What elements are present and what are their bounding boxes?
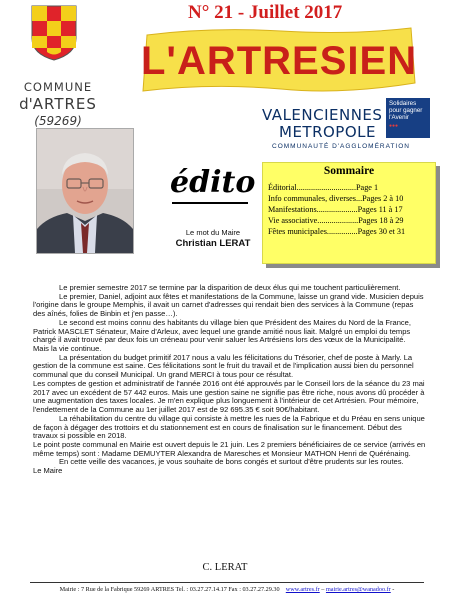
- commune-town-name: ARTRES: [32, 95, 97, 113]
- commune-town: [8, 95, 108, 113]
- sommaire-item: Fêtes municipales...............Pages 30 et 31: [268, 226, 406, 236]
- body-paragraph: Le premier semestre 2017 se termine par la disparition de deux élus qui me touchent particulièrement.: [59, 283, 401, 292]
- mayor-intro: Le mot du Maire: [185, 228, 241, 237]
- footer: [30, 586, 424, 593]
- mayor-photo: [36, 128, 134, 254]
- footer-trailer: -: [390, 586, 395, 593]
- sommaire-list: [268, 183, 434, 238]
- signature: C. LERAT: [202, 562, 248, 573]
- body-paragraph: En cette veille des vacances, je vous souhaite de bons congés et surtout d'être prudents sur les routes.: [59, 457, 404, 467]
- sommaire-item: Info communales, diverses...Pages 2 à 10: [268, 193, 404, 203]
- footer-divider: [30, 582, 424, 583]
- partner-tagline: [389, 100, 429, 130]
- body-paragraph: Les comptes de gestion et administratif de l'année 2016 ont été approuvés par le Conseil lors de la séance du 23 mai 2017 avec un excédent de 57 442 euros. Mais une gestion saine ne signifie pas être riche, nous avons dû procéder à une augmentation des taxes locales. Je m'en explique plus longuement à l'intérieur de cet Artrésien. Pour mémoire, l'endettement de la Commune au 1er juillet 2017 est de 92 695.35 € soit 90€/habitant.: [33, 378, 425, 415]
- body-paragraph: Le second est moins connu des habitants du village bien que Président des Maires du Nord de la France, Patrick MASCLET Sénateur, Maire d'Arleux, avec lequel une grande amitié nous liait. Malgré un emploi du temps chargé il avait trouvé par deux fois un créneau pour venir saluer les Artrésiens lors des vœux de la Municipalité.: [33, 317, 411, 345]
- body-paragraph: La réhabilitation du centre du village qui consiste à mettre les rues de la Fabrique et du Préau en sens unique de façon à dégager des trottoirs et du stationnement est en cours de finalisation sur le financement. Début des travaux si possible en 2018.: [33, 413, 425, 441]
- edito-underline: [172, 202, 248, 204]
- body-paragraph: Le point poste communal en Mairie est ouvert depuis le 21 juin. Les 2 premiers bénéficiaires de ce service (arrivés en même temps) sont : Madame DEMUYTER Alexandra de Maresches et Monsieur MATHON Henri de Quérénaing.: [33, 439, 426, 458]
- partner-tagline-text: Solidaires pour gagner l'Avenir: [389, 100, 423, 121]
- edito-body: [33, 284, 426, 476]
- partner-subtitle: COMMUNAUTÉ D'AGGLOMÉRATION: [272, 143, 410, 150]
- footer-address: Mairie : 7 Rue de la Fabrique 59269 ARTRES Tel. : 03.27.27.14.17 Fax : 03.27.27.29.30: [59, 586, 280, 593]
- partner-dots: ●●●: [389, 123, 399, 129]
- commune-name: [8, 80, 108, 128]
- edito-heading: édito: [170, 165, 256, 200]
- body-paragraph: Le Maire: [33, 466, 63, 476]
- sommaire-title: Sommaire: [323, 165, 375, 177]
- commune-label: COMMUNE: [23, 80, 93, 94]
- body-paragraph: Le premier, Daniel, adjoint aux fêtes et manifestations de la Commune, laisse un grand vide. Musicien depuis l'origine dans le groupe Memphis, il avait un carnet d'adresses qui rendait bien des services à la Commune (repas des aînés, folies de Binbin et j'en passe…).: [33, 291, 424, 319]
- commune-crest-icon: [30, 4, 78, 62]
- sommaire-item: Manifestations....................Pages 11 à 17: [268, 204, 403, 214]
- sommaire-item: Éditorial.............................Page 1: [268, 183, 379, 192]
- partner-name-line2: METROPOLE: [279, 123, 376, 141]
- issue-number: N° 21 - Juillet 2017: [188, 2, 343, 23]
- newsletter-title: L'ARTRESIEN: [141, 39, 418, 83]
- commune-town-prefix: d': [19, 95, 33, 113]
- body-paragraph: Mais la vie continue.: [33, 344, 102, 354]
- website-link[interactable]: www.artres.fr: [285, 586, 320, 593]
- commune-postcode: (59269): [34, 114, 82, 128]
- partner-name-line1: VALENCIENNES: [262, 106, 383, 124]
- body-paragraph: La présentation du budget primitif 2017 nous a valu les félicitations du Trésorier, chef de poste à Marly. La gestion de la commune est saine. Ces félicitations sont le fruit du travail et de l'implication aussi bien du personnel communal que du conseil Municipal. Un grand MERCI à tous pour ce résultat.: [33, 352, 414, 380]
- footer-separator: –: [319, 586, 326, 593]
- mayor-name: Christian LERAT: [175, 238, 251, 249]
- email-link[interactable]: mairie.artres@wanadoo.fr: [325, 586, 391, 593]
- sommaire-item: Vie associative....................Pages 18 à 29: [268, 215, 404, 225]
